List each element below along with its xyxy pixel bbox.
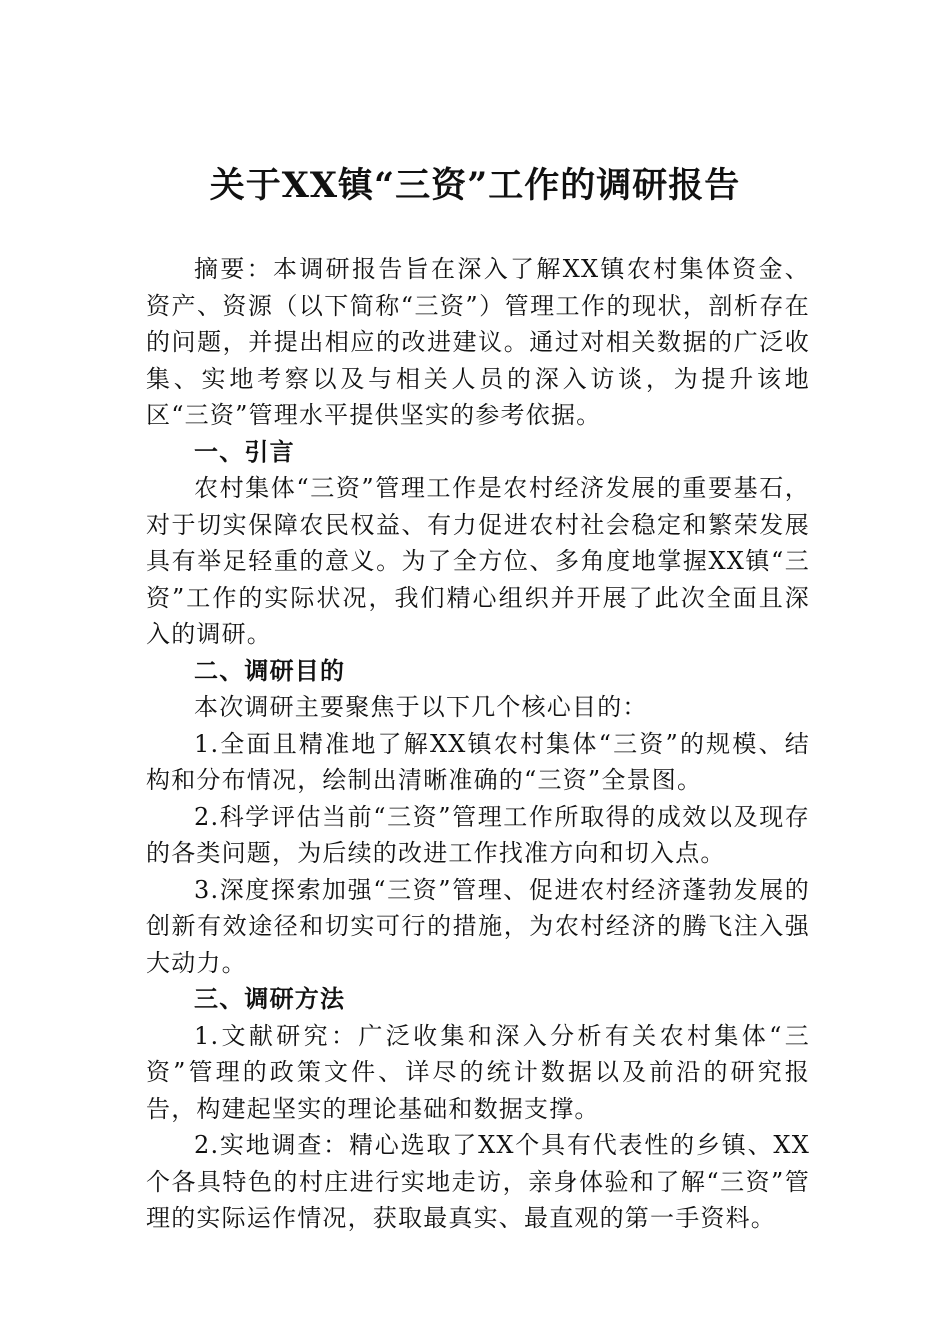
document-title: 关于XX镇“三资”工作的调研报告 — [209, 165, 741, 206]
purpose-item-3: 3.深度探索加强“三资”管理、促进农村经济蓬勃发展的创新有效途径和切实可行的措施，为农村经济的腾飞注入强大动力。 — [146, 875, 810, 977]
purpose-item-2: 2.科学评估当前“三资”管理工作所取得的成效以及现存的各类问题，为后续的改进工作找准方向和切入点。 — [146, 802, 810, 867]
document-body — [146, 251, 810, 1237]
method-item-1: 1.文献研究：广泛收集和深入分析有关农村集体“三资”管理的政策文件、详尽的统计数据以及前沿的研究报告，构建起坚实的理论基础和数据支撑。 — [146, 1021, 810, 1123]
method-item-2: 2.实地调查：精心选取了XX个具有代表性的乡镇、XX个各具特色的村庄进行实地走访，亲身体验和了解“三资”管理的实际运作情况，获取最真实、最直观的第一手资料。 — [146, 1131, 810, 1232]
section-heading-purpose: 二、调研目的 — [194, 656, 346, 685]
purpose-intro-paragraph: 本次调研主要聚焦于以下几个核心目的： — [194, 693, 648, 721]
abstract-paragraph: 摘要：本调研报告旨在深入了解XX镇农村集体资金、资产、资源（以下简称“三资”）管理工作的现状，剖析存在的问题，并提出相应的改进建议。通过对相关数据的广泛收集、实地考察以及与相关人员的深入访谈，为提升该地区“三资”管理水平提供坚实的参考依据。 — [146, 255, 810, 429]
purpose-item-1: 1.全面且精准地了解XX镇农村集体“三资”的规模、结构和分布情况，绘制出清晰准确的“三资”全景图。 — [146, 729, 810, 794]
section-heading-introduction: 一、引言 — [194, 437, 295, 466]
introduction-paragraph: 农村集体“三资”管理工作是农村经济发展的重要基石，对于切实保障农民权益、有力促进农村社会稳定和繁荣发展具有举足轻重的意义。为了全方位、多角度地掌握XX镇“三资”工作的实际状况，我们精心组织并开展了此次全面且深入的调研。 — [146, 474, 810, 648]
section-heading-method: 三、调研方法 — [194, 985, 346, 1013]
